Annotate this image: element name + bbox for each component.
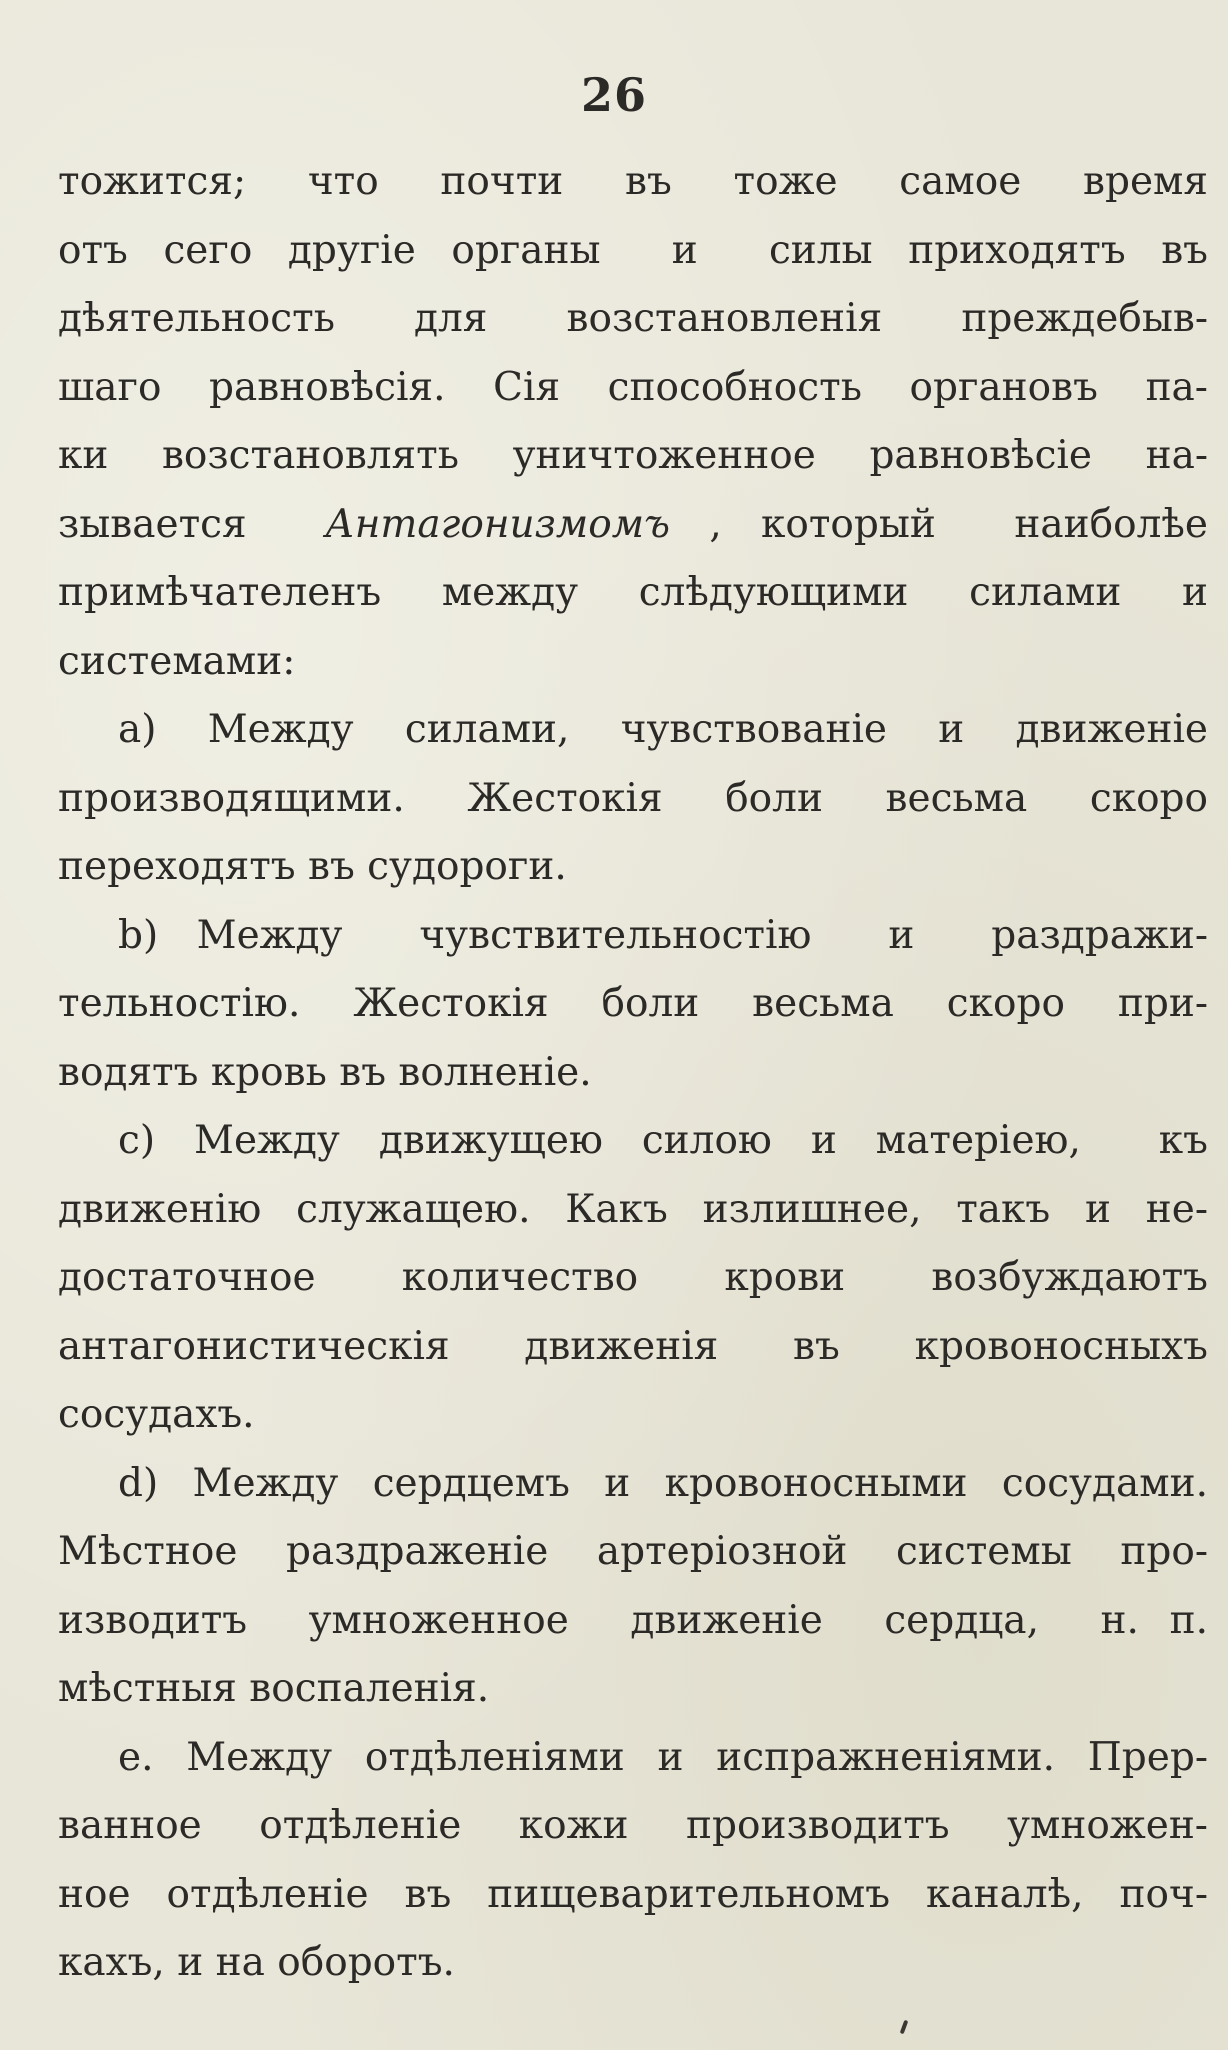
paragraph-d-first-line: d) Между сердцемъ и кровоносными сосудами. bbox=[118, 1460, 1208, 1506]
text-line-with-italic-term bbox=[58, 491, 1208, 560]
body-text bbox=[58, 148, 1208, 1998]
text-line: производящими. Жестокiя боли весьма скоро bbox=[58, 775, 1208, 821]
text-line: водятъ кровь въ волненiе. bbox=[58, 1049, 592, 1095]
text-line: отъ сего другiе органы и силы приходятъ въ bbox=[58, 227, 1208, 273]
text-line: антагонистическiя движенiя въ кровоносныхъ bbox=[58, 1323, 1208, 1369]
text-line: сосудахъ. bbox=[58, 1392, 255, 1437]
text-line: ванное отдѣленiе кожи производитъ умножен- bbox=[58, 1803, 1208, 1848]
page-number: 26 bbox=[580, 68, 647, 122]
text-line: тожится; что почти въ тоже самое время bbox=[58, 159, 1208, 204]
text-line: системами: bbox=[58, 638, 296, 684]
text-line: движенiю служащею. Какъ излишнее, такъ и не- bbox=[58, 1186, 1208, 1232]
text-line: кахъ, и на оборотъ. bbox=[58, 1940, 455, 1985]
paragraph-e-first-line: e. Между отдѣленiями и испражненiями. Прер- bbox=[118, 1734, 1208, 1780]
text-line: ки возстановлять уничтоженное равновѣсiе на- bbox=[58, 433, 1208, 478]
text-line: изводитъ умноженное движенiе сердца, н. п. bbox=[58, 1597, 1208, 1643]
paragraph-a-first-line: a) Между силами, чувствованiе и движенiе bbox=[118, 707, 1208, 752]
paragraph-b-first-line: b) Между чувствительностiю и раздражи- bbox=[118, 912, 1208, 958]
text-line: примѣчателенъ между слѣдующими силами и bbox=[58, 570, 1208, 615]
text-line: дѣятельность для возстановленiя преждебыв- bbox=[58, 296, 1208, 341]
text-line: шаго равновѣсiя. Сiя способность органовъ па- bbox=[58, 364, 1208, 410]
text-line: мѣстныя воспаленiя. bbox=[58, 1666, 490, 1711]
italic-term: Антагонизмомъ bbox=[325, 501, 671, 547]
text-line: ное отдѣленiе въ пищеварительномъ каналѣ, поч- bbox=[58, 1871, 1208, 1917]
text-fragment: , который наиболѣе bbox=[670, 501, 1208, 547]
text-line: Мѣстное раздраженiе артерiозной системы про- bbox=[58, 1529, 1208, 1574]
text-line: переходятъ въ судороги. bbox=[58, 844, 567, 889]
text-fragment: зывается bbox=[58, 501, 326, 547]
text-line: достаточное количество крови возбуждаютъ bbox=[58, 1255, 1208, 1300]
text-line: тельностiю. Жестокiя боли весьма скоро при- bbox=[58, 981, 1208, 1026]
paragraph-c-first-line: c) Между движущею силою и матерiею, къ bbox=[118, 1118, 1208, 1163]
ink-speck bbox=[900, 2020, 909, 2035]
